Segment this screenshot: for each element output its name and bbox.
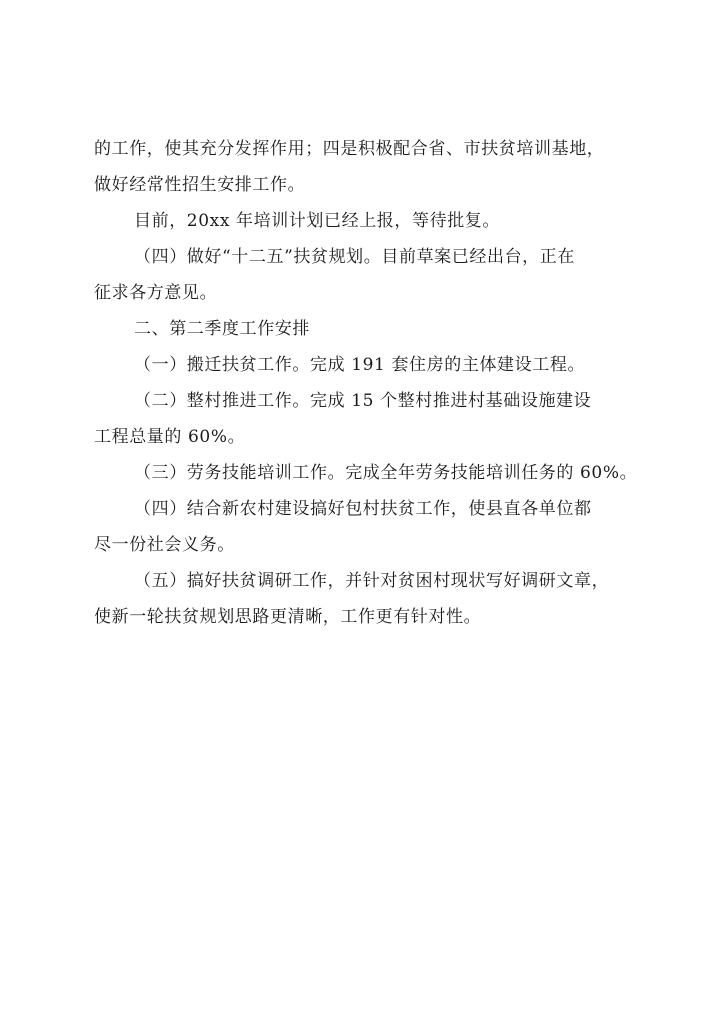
paragraph-line: 做好经常性招生安排工作。 — [94, 175, 306, 195]
paragraph-line: （二）整村推进工作。完成 15 个整村推进村基础设施建设 — [134, 391, 592, 411]
section-heading: 二、第二季度工作安排 — [134, 319, 310, 339]
paragraph-line: 工程总量的 60%。 — [94, 427, 246, 447]
paragraph-line: （四）结合新农村建设搞好包村扶贫工作，使县直各单位都 — [134, 499, 592, 519]
paragraph-line: 尽一份社会义务。 — [94, 535, 235, 555]
paragraph-line: （三）劳务技能培训工作。完成全年劳务技能培训任务的 60%。 — [134, 463, 638, 483]
paragraph-line: 使新一轮扶贫规划思路更清晰，工作更有针对性。 — [94, 607, 482, 627]
paragraph-line: （四）做好“十二五”扶贫规划。目前草案已经出台，正在 — [134, 247, 575, 267]
paragraph-line: 的工作，使其充分发挥作用；四是积极配合省、市扶贫培训基地， — [94, 139, 605, 159]
paragraph-line: 目前，20xx 年培训计划已经上报，等待批复。 — [134, 211, 501, 231]
paragraph-line: 征求各方意见。 — [94, 283, 218, 303]
document-body — [94, 131, 644, 635]
paragraph-line: （五）搞好扶贫调研工作，并针对贫困村现状写好调研文章， — [134, 571, 610, 591]
paragraph-line: （一）搬迁扶贫工作。完成 191 套住房的主体建设工程。 — [134, 355, 586, 375]
